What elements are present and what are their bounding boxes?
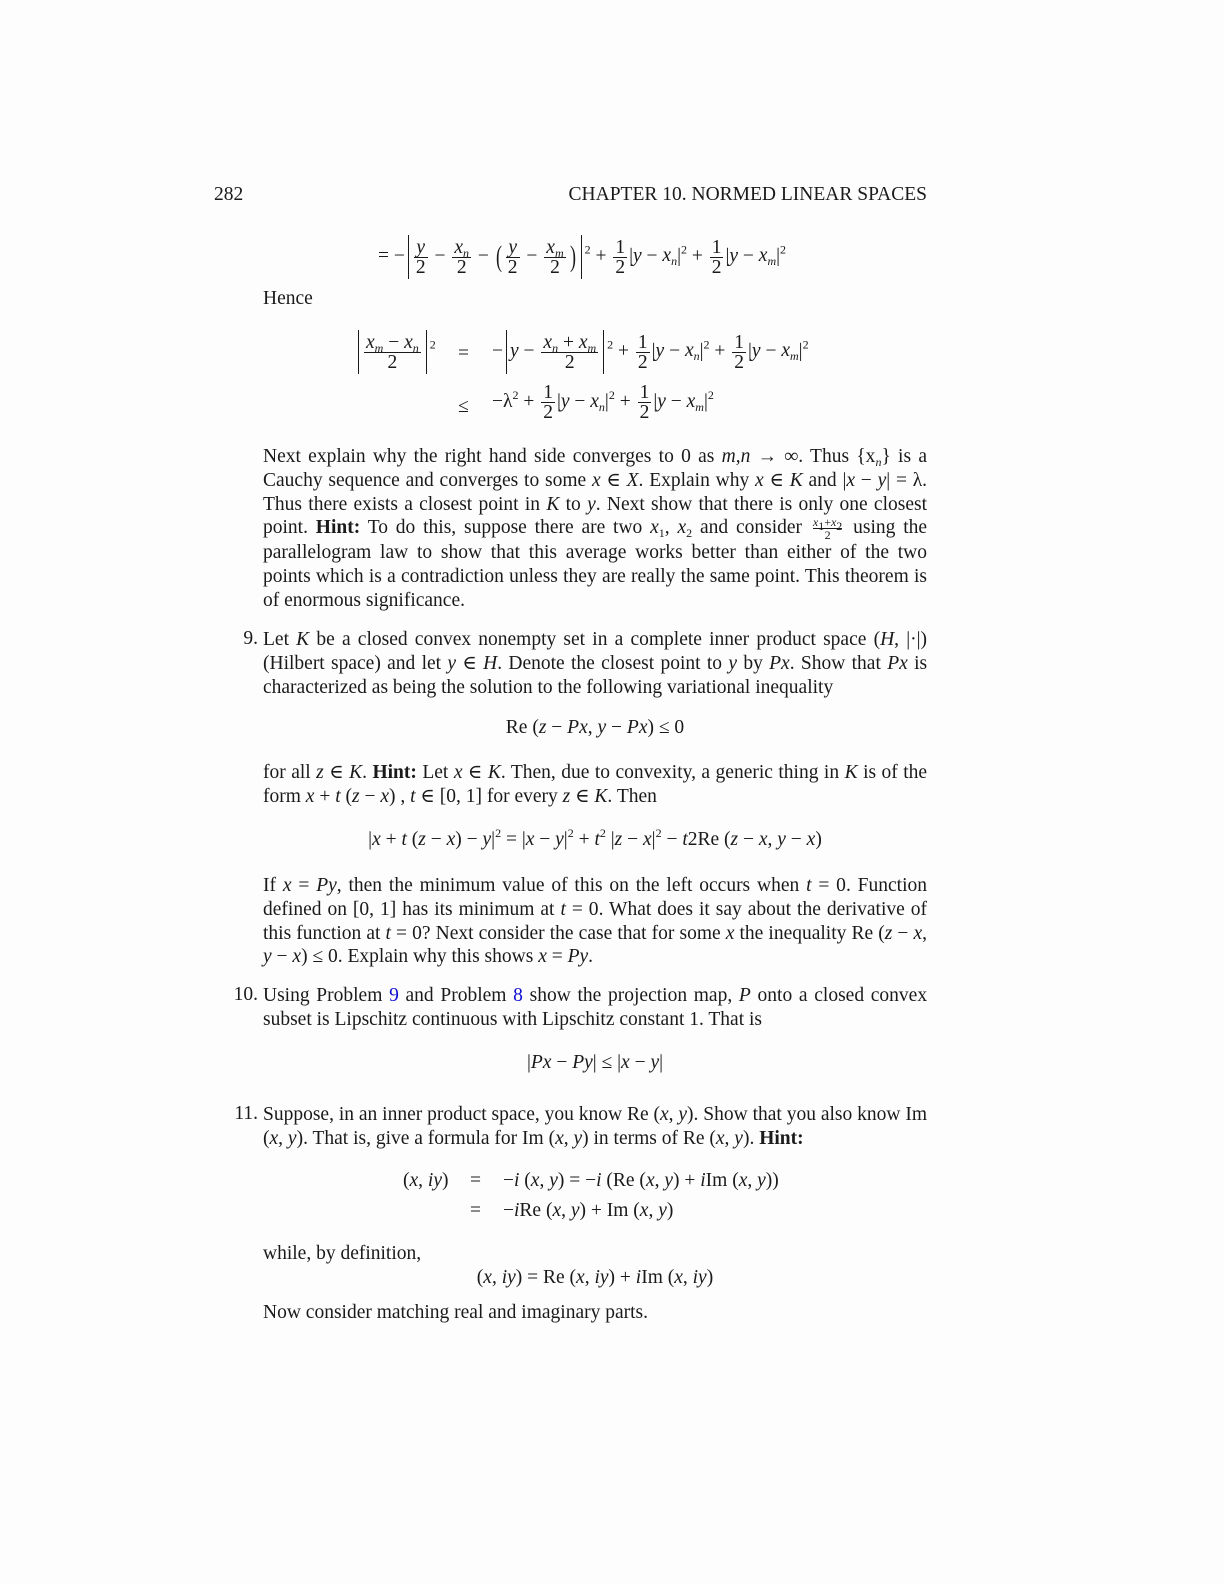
equation-hence-2: − y − $\frac{x_n + x_m}{2}$ $^2$ + $\frac{1}{2}$ $|y - x_n|^2$ + $\frac{1}{2}$ $|y - x_m|^2$ (492, 331, 809, 373)
lipschitz-inequality: |Px − Py| ≤ |x − y| (526, 1052, 664, 1073)
hint-eq-equals-2: = (470, 1200, 481, 1221)
problem-10-text: Using Problem 9 and Problem 8 show the projection map, P onto a closed convex subset is Lipschitz continuous with Lipschitz constant 1. That is (263, 985, 928, 1030)
hence-label: Hence (263, 288, 313, 309)
equation-top: = − $\frac{y}{2}$ − $\frac{x_n}{2}$ − ( $\frac{y}{2}$ − $\frac{x_m}{2}$ ) $^2$ + $\frac{1}{2}$ $|y - x_n|^2$ + $\frac{1}{2}$ $|y - x_m|^2$ (378, 236, 787, 278)
problem-number: 11. (234, 1103, 258, 1124)
problem-9-continuation: If x = Py, then the minimum value of this on the left occurs when t = 0. Function defined on [0, 1] has its minimum at t = 0. What does it say about the derivative of this function at t = 0? Next consider the case that for some x the inequality Re (z − x, y − x) ≤ 0. Explain why this shows x = Py. (263, 875, 928, 968)
problem-9-link[interactable]: 9 (389, 985, 399, 1006)
closing-sentence: Now consider matching real and imaginary parts. (263, 1302, 649, 1323)
equation-hence-1: $\frac{x_m - x_n}{2}$ $^2$ (355, 330, 436, 374)
hint-eq-rhs-2: −iRe (x, y) + Im (x, y) (503, 1200, 674, 1221)
definition-equation: (x, iy) = Re (x, iy) + iIm (x, iy) (476, 1267, 714, 1288)
eq-equals: = (458, 343, 469, 364)
problem-8-link[interactable]: 8 (513, 985, 523, 1006)
problem-9-hint: for all z ∈ K. Hint: Let x ∈ K. Then, due to convexity, a generic thing in K is of the form x + t (z − x) , t ∈ [0, 1] for every z ∈ K. Then (263, 762, 928, 807)
problem-number: 10. (233, 984, 258, 1005)
while-by-definition: while, by definition, (263, 1243, 422, 1264)
page-number: 282 (214, 184, 244, 205)
problem-9-text: Let K be a closed convex nonempty set in a complete inner product space (H, |·|) (Hilbert space) and let y ∈ H. Denote the closest point to y by Px. Show that Px is characterized as being the solution to the following variational inequality (263, 629, 928, 698)
problem-number: 9. (243, 628, 258, 649)
expansion-equation: |x + t $(z - x) - y|^2 = |x - y|^2 + t^2$ $|z - x|^2 - t2Re$ (z − x, y − x) (368, 826, 822, 850)
eq-leq: ≤ (458, 396, 469, 417)
variational-inequality: Re (z − Px, y − Px) ≤ 0 (505, 717, 685, 738)
equation-hence-3: $-\lambda^2$ + $\frac{1}{2}$ $|y - x_n|^2$ + $\frac{1}{2}$ $|y - x_m|^2$ (492, 382, 714, 423)
problem-11-text: Suppose, in an inner product space, you know Re (x, y). Show that you also know Im (x, y). That is, give a formula for Im (x, y) in terms of Re (x, y). Hint: (263, 1104, 927, 1149)
hint-eq-equals-1: = (470, 1170, 481, 1191)
running-header: CHAPTER 10. NORMED LINEAR SPACES (568, 184, 927, 205)
paragraph-next-explain: Next explain why the right hand side converges to 0 as m,n → ∞. Thus $\{x_n\}$ is a Cauchy sequence and converges to some x ∈ X. Explain why x ∈ K and |x − y| = λ. Thus there exists a closest point in K to y. Next show that there is only one closest point. Hint: To do this, suppose there are two $x_1$, $x_2$ and consider $\frac{x_1+x_2}{2}$ using the parallelogram law to show that this average works better than either of the two points which is a contradiction unless they are really the same point. This theorem is of enormous significance. (263, 446, 928, 612)
hint-eq-rhs-1: −i (x, y) = −i (Re (x, y) + iIm (x, y)) (503, 1170, 779, 1191)
hint-eq-lhs: (x, iy) (403, 1170, 449, 1191)
